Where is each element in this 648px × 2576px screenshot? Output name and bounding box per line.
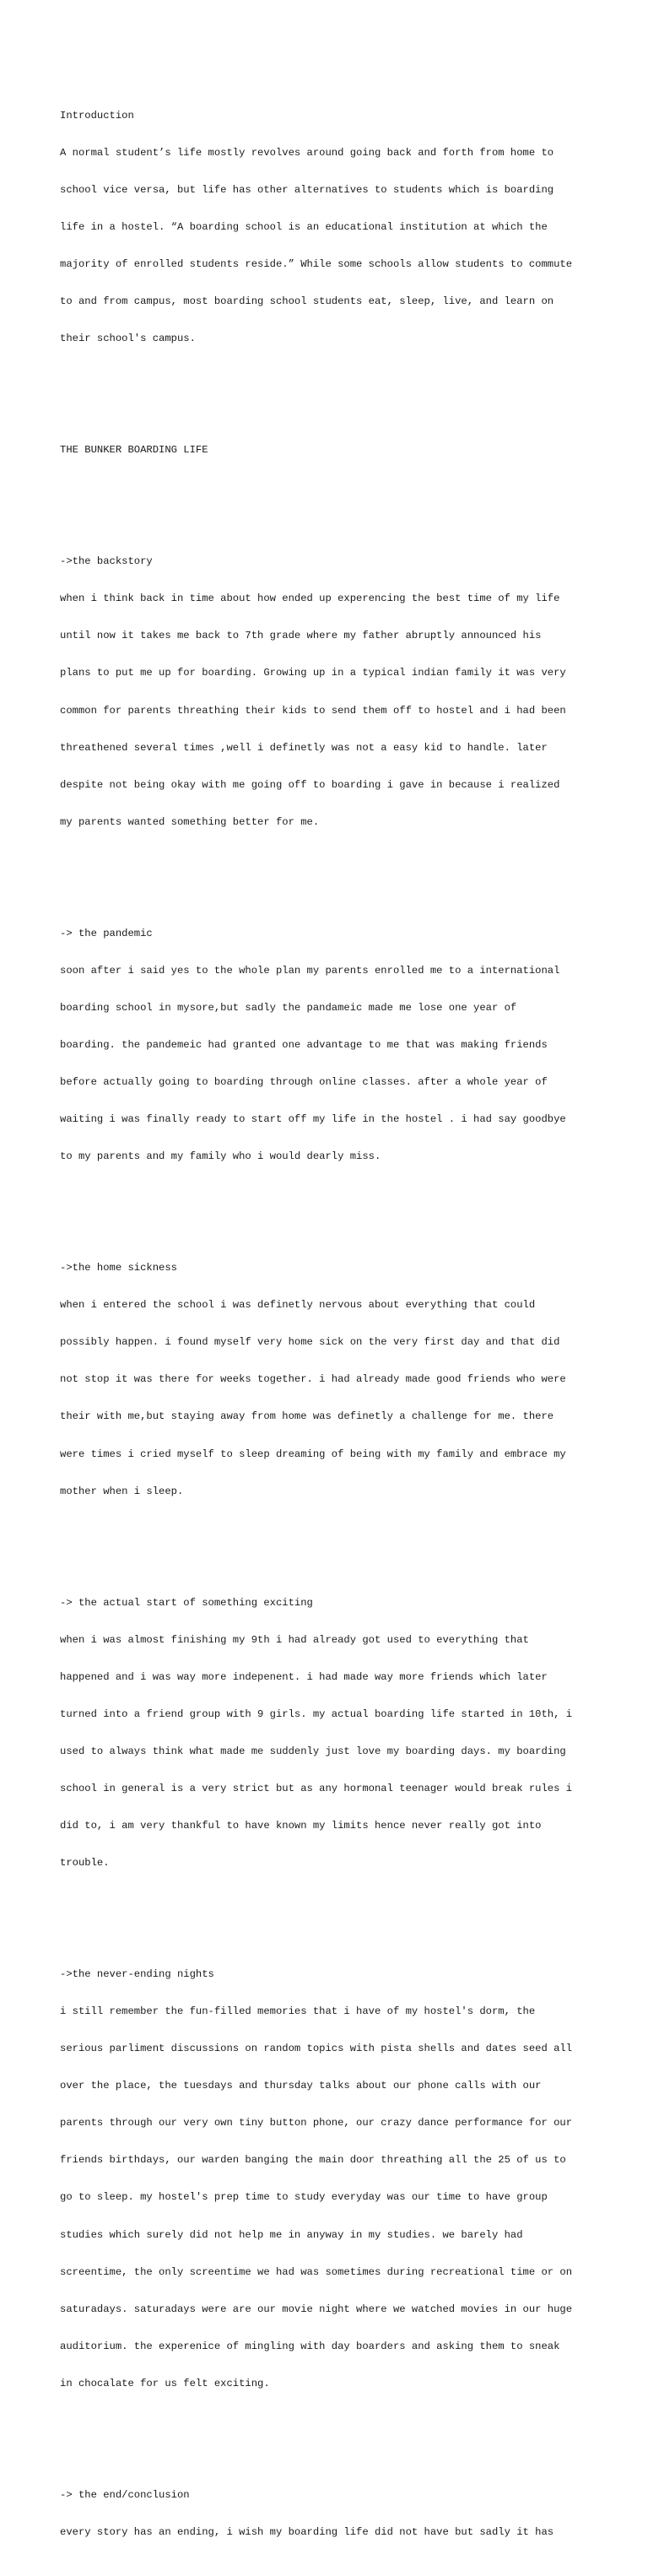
body-line: their with me,but staying away from home was definetly a challenge for me. there (60, 1410, 554, 1423)
section-title (60, 419, 600, 481)
section-heading: -> the end/conclusion (60, 2488, 190, 2501)
body-line: my parents wanted something better for me. (60, 815, 320, 828)
body-line: to and from campus, most boarding school students eat, sleep, live, and learn on (60, 295, 554, 307)
document-page (60, 60, 600, 2576)
section-introduction (60, 84, 600, 370)
body-line: school in general is a very strict but as any hormonal teenager would break rules i (60, 1782, 573, 1794)
body-line: in chocalate for us felt exciting. (60, 2377, 270, 2389)
body-line: auditorium. the experenice of mingling with day boarders and asking them to sneak (60, 2340, 560, 2352)
body-line: before actually going to boarding through online classes. after a whole year of (60, 1076, 548, 1089)
body-line: used to always think what made me suddenly just love my boarding days. my boarding (60, 1745, 566, 1757)
section-actual-start (60, 1572, 600, 1894)
section-never-ending-nights (60, 1944, 600, 2415)
body-line: friends birthdays, our warden banging the main door threathing all the 25 of us to (60, 2154, 566, 2167)
section-heading: ->the never-ending nights (60, 1968, 214, 1981)
body-line: until now it takes me back to 7th grade where my father abruptly announced his (60, 630, 542, 642)
body-line: did to, i am very thankful to have known my limits hence never really got into (60, 1819, 542, 1832)
body-line: common for parents threathing their kids to send them off to hostel and i had been (60, 704, 566, 717)
body-line: saturadays. saturadays were are our movie night where we watched movies in our huge (60, 2303, 573, 2315)
body-line: i still remember the fun-filled memories that i have of my hostel's dorm, the (60, 2005, 536, 2018)
section-conclusion (60, 2464, 600, 2562)
body-line: over the place, the tuesdays and thursday talks about our phone calls with our (60, 2080, 542, 2092)
body-line: studies which surely did not help me in anyway in my studies. we barely had (60, 2228, 523, 2241)
body-line: serious parliment discussions on random topics with pista shells and dates seed all (60, 2043, 573, 2055)
section-heading: ->the backstory (60, 555, 153, 568)
body-line: when i was almost finishing my 9th i had already got used to everything that (60, 1633, 529, 1646)
body-line: their school's campus. (60, 333, 196, 345)
body-line: boarding school in mysore,but sadly the pandameic made me lose one year of (60, 1001, 517, 1014)
body-line: happened and i was way more indepenent. i had made way more friends which later (60, 1670, 548, 1683)
body-line: life in a hostel. “A boarding school is an educational institution at which the (60, 220, 548, 233)
body-line: despite not being okay with me going off to boarding i gave in because i realized (60, 778, 560, 791)
body-line: threathened several times ,well i definetly was not a easy kid to handle. later (60, 741, 548, 754)
body-line: when i think back in time about how ended up experencing the best time of my life (60, 593, 560, 605)
body-line: mother when i sleep. (60, 1485, 184, 1497)
body-line: plans to put me up for boarding. Growing up in a typical indian family it was very (60, 667, 566, 679)
body-line: not stop it was there for weeks together. i had already made good friends who were (60, 1373, 566, 1386)
section-home-sickness (60, 1237, 600, 1523)
body-line: screentime, the only screentime we had was sometimes during recreational time or on (60, 2265, 573, 2278)
document-title: THE BUNKER BOARDING LIFE (60, 444, 208, 457)
section-backstory (60, 531, 600, 853)
body-line: were times i cried myself to sleep dreaming of being with my family and embrace my (60, 1448, 566, 1460)
section-heading: -> the pandemic (60, 927, 153, 939)
body-line: A normal student’s life mostly revolves around going back and forth from home to (60, 146, 554, 159)
body-line: go to sleep. my hostel's prep time to study everyday was our time to have group (60, 2191, 548, 2204)
body-line: trouble. (60, 1857, 110, 1870)
body-line: possibly happen. i found myself very home sick on the very first day and that did (60, 1336, 560, 1349)
body-line: every story has an ending, i wish my boarding life did not have but sadly it has (60, 2525, 554, 2538)
section-heading: ->the home sickness (60, 1262, 177, 1274)
section-heading: Introduction (60, 109, 134, 122)
body-line: parents through our very own tiny button phone, our crazy dance performance for our (60, 2117, 573, 2130)
body-line: school vice versa, but life has other alternatives to students which is boarding (60, 183, 554, 196)
body-line: boarding. the pandemeic had granted one advantage to me that was making friends (60, 1038, 548, 1051)
body-line: turned into a friend group with 9 girls. my actual boarding life started in 10th, i (60, 1707, 573, 1720)
body-line: majority of enrolled students reside.” While some schools allow students to commute (60, 257, 573, 270)
body-line: waiting i was finally ready to start off my life in the hostel . i had say goodbye (60, 1113, 566, 1126)
body-line: to my parents and my family who i would dearly miss. (60, 1150, 381, 1163)
section-heading: -> the actual start of something exciting (60, 1596, 313, 1609)
body-line: when i entered the school i was definetly nervous about everything that could (60, 1299, 536, 1312)
section-pandemic (60, 902, 600, 1188)
body-line: soon after i said yes to the whole plan my parents enrolled me to a international (60, 964, 560, 977)
